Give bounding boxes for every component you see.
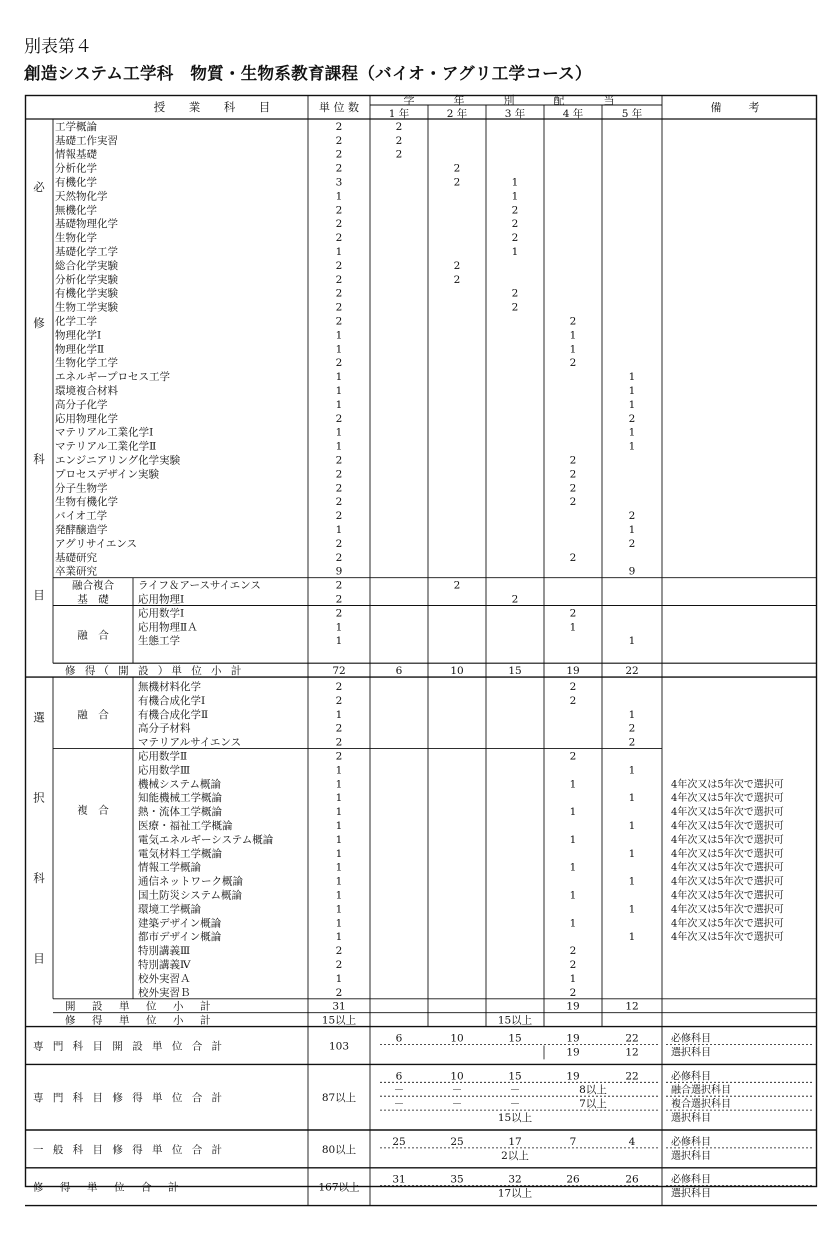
header-year: 2 年 [446,108,468,120]
year-credit: 10 [450,665,464,678]
unit-count: 72 [332,665,346,678]
year-credit: 22 [625,1070,639,1083]
unit-count: 2 [335,454,343,467]
unit-count: 2 [335,593,343,606]
header-year: 4 年 [562,108,584,120]
sublabel: 複 合 [77,804,109,817]
group-label: 選 [33,710,45,725]
unit-count: 2 [335,162,343,175]
unit-count: 2 [335,694,343,707]
total-label: 一 般 科 目 修 得 単 位 合 計 [33,1143,226,1156]
unit-count: 1 [335,972,343,985]
subject-name: マテリアル工業化学Ⅱ [55,440,157,453]
year-credit: 32 [508,1173,522,1186]
unit-count: 2 [335,148,343,161]
remark-note: 選択科目 [671,1150,711,1162]
subject-name: 物理化学Ⅱ [55,343,105,356]
subject-name: 建築デザイン概論 [138,917,222,930]
header-year: 1 年 [388,108,410,120]
unit-count: 1 [335,931,343,944]
year-credit: 1 [628,635,636,648]
unit-count: 1 [335,889,343,902]
year-credit: 10 [450,1032,464,1045]
total-label: 修 得 単 位 合 計 [33,1181,182,1194]
remark-note: 必修科目 [671,1136,711,1148]
subject-name: 環境複合材料 [55,385,118,397]
subject-name: 基礎化学工学 [55,246,118,258]
subject-name: 生物有機化学 [55,496,118,509]
subject-name: バイオ工学 [55,510,108,523]
subject-name: エネルギープロセス工学 [55,371,170,384]
unit-count: 9 [335,565,343,578]
group-label: 科 [33,871,45,886]
subject-name: 機械システム概論 [138,778,221,791]
subject-name: 応用数学Ⅱ [138,750,188,763]
subject-name: 有機合成化学Ⅱ [138,708,209,721]
subject-name: 有機化学 [55,176,97,189]
unit-count: 87以上 [321,1092,357,1105]
unit-count: 2 [335,986,343,999]
remark-note: 4年次又は5年次で選択可 [671,848,784,860]
subject-name: 応用数学Ⅰ [138,607,185,620]
year-credit: 15 [508,665,522,678]
year-credit: 25 [450,1135,464,1148]
unit-count: 1 [335,917,343,930]
subject-name: プロセスデザイン実験 [55,468,160,481]
unit-count: 3 [335,176,343,189]
unit-count: 15以上 [321,1014,357,1027]
group-label: 科 [33,452,45,467]
year-credit: 12 [625,1046,639,1059]
unit-count: 31 [332,1000,346,1013]
year-credit: 1 [569,917,577,930]
header-year: 5 年 [621,108,643,120]
subject-name: 分子生物学 [55,482,108,495]
total-label: 専 門 科 目 開 設 単 位 合 計 [33,1040,226,1053]
subject-name: 電気エネルギーシステム概論 [138,833,274,846]
unit-count: 2 [335,273,343,286]
unit-count: 1 [335,806,343,819]
subject-name: 電気材料工学概論 [138,847,222,860]
year-credit: 1 [628,524,636,536]
unit-count: 2 [335,232,343,245]
year-credit: 6 [395,1070,403,1083]
unit-count: 2 [335,315,343,328]
remark-note: 必修科目 [671,1174,711,1186]
subtotal-label: 修 得 単 位 小 計 [65,1014,214,1027]
unit-count: 1 [335,708,343,721]
subject-name: 国土防災システム概論 [138,889,242,902]
subject-name: 生物化学工学 [55,357,118,370]
remark-note: 複合選択科目 [671,1099,731,1111]
subject-name: 発酵醸造学 [55,524,108,536]
group-label: 修 [33,316,45,331]
unit-count: 2 [335,959,343,971]
year-credit: 6 [395,1032,403,1045]
subject-name: 都市デザイン概論 [138,931,222,944]
year-credit: 2 [569,750,577,763]
year-span-credit: 2以上 [501,1149,529,1162]
year-credit: 2 [511,204,519,217]
remark-note: 4年次又は5年次で選択可 [671,918,784,930]
subject-name: 通信ネットワーク概論 [138,875,243,888]
year-credit: 2 [569,551,577,564]
unit-count: 2 [335,468,343,481]
year-credit: 2 [511,593,519,606]
year-credit: 2 [628,537,636,550]
subject-name: 校外実習Ｂ [138,986,191,999]
year-credit: 19 [566,665,580,678]
year-credit: 1 [569,889,577,902]
dash-mark: － [451,1084,463,1097]
subject-name: ライフ＆アースサイエンス [138,579,261,592]
year-credit: 1 [511,176,519,189]
unit-count: 1 [335,875,343,888]
unit-count: 1 [335,190,343,203]
group-label: 択 [33,790,45,805]
year-credit: 19 [566,1070,580,1083]
unit-count: 1 [335,246,343,258]
subject-name: 物理化学Ⅰ [55,329,102,342]
subject-name: 総合化学実験 [55,259,118,272]
unit-count: 1 [335,635,343,648]
year-span-credit: 8以上 [579,1084,607,1097]
dash-mark: － [451,1098,463,1111]
year-credit: 1 [628,385,636,397]
remark-note: 4年次又は5年次で選択可 [671,779,784,791]
unit-count: 1 [335,426,343,439]
year-credit: 1 [569,343,577,356]
group-label: 必 [33,180,45,195]
year-credit: 2 [569,945,577,958]
unit-count: 1 [335,764,343,777]
subject-name: マテリアル工業化学Ⅰ [55,426,154,439]
year-credit: 2 [453,259,461,272]
year-credit: 2 [628,722,636,735]
year-credit: 2 [511,232,519,245]
unit-count: 1 [335,833,343,846]
unit-count: 2 [335,134,343,147]
subject-name: 熱・流体工学概論 [138,806,222,819]
subject-name: アグリサイエンス [55,537,138,550]
unit-count: 1 [335,440,343,453]
year-credit: 35 [450,1173,464,1186]
subject-name: 無機材料化学 [138,681,201,693]
subject-name: 医療・福祉工学概論 [138,820,233,832]
subject-name: 環境工学概論 [138,903,201,916]
year-credit: 2 [628,736,636,749]
subject-name: 基礎工作実習 [55,134,118,147]
year-credit: 1 [628,440,636,453]
subject-name: 分析化学 [55,162,97,175]
dash-mark: － [509,1098,521,1111]
year-credit: 2 [453,176,461,189]
year-credit: 9 [628,565,636,578]
subject-name: 基礎物理化学 [55,218,118,231]
remark-note: 4年次又は5年次で選択可 [671,876,784,888]
unit-count: 1 [335,792,343,805]
dash-mark: － [393,1098,405,1111]
year-credit: 2 [395,134,403,147]
unit-count: 1 [335,778,343,791]
header-year: 3 年 [504,108,526,120]
year-credit: 2 [569,681,577,693]
remark-note: 必修科目 [671,1033,711,1045]
subject-name: 卒業研究 [55,565,97,578]
year-credit: 1 [569,833,577,846]
unit-count: 2 [335,722,343,735]
unit-count: 1 [335,398,343,411]
year-credit: 2 [569,315,577,328]
subject-name: 有機化学実験 [55,287,118,300]
unit-count: 2 [335,412,343,425]
unit-count: 2 [335,681,343,693]
year-span-credit: 15以上 [497,1112,533,1124]
subject-name: 有機合成化学Ⅰ [138,694,206,707]
remark-note: 4年次又は5年次で選択可 [671,807,784,819]
sublabel: 融 合 [77,708,109,721]
year-credit: 2 [453,162,461,175]
group-label: 目 [33,588,45,603]
subject-name: 無機化学 [55,204,97,217]
subject-name: 生物工学実験 [55,301,118,314]
year-credit: 10 [450,1070,464,1083]
remark-note: 4年次又は5年次で選択可 [671,834,784,846]
unit-count: 1 [335,847,343,860]
year-credit: 2 [453,273,461,286]
year-credit: 4 [628,1135,636,1148]
year-credit: 2 [395,120,403,133]
year-credit: 26 [566,1173,580,1186]
unit-count: 2 [335,357,343,370]
unit-count: 80以上 [321,1143,357,1156]
year-credit: 17 [508,1135,522,1148]
subject-name: 情報工学概論 [138,861,201,874]
subject-name: 知能機械工学概論 [138,792,222,805]
year-credit: 15 [508,1032,522,1045]
unit-count: 1 [335,343,343,356]
remark-note: 必修科目 [671,1071,711,1083]
unit-count: 2 [335,537,343,550]
year-credit: 2 [511,218,519,231]
year-credit: 1 [628,792,636,805]
dash-mark: － [393,1084,405,1097]
group-label: 目 [33,951,45,966]
remark-note: 4年次又は5年次で選択可 [671,904,784,916]
sublabel: 融合複合 [72,579,114,592]
unit-count: 167以上 [318,1181,360,1194]
unit-count: 2 [335,551,343,564]
header-remarks: 備 考 [710,101,768,114]
subtotal-label: 開 設 単 位 小 計 [65,1000,214,1013]
remark-note: 4年次又は5年次で選択可 [671,862,784,874]
unit-count: 2 [335,750,343,763]
subject-name: 工学概論 [55,120,97,133]
year-credit: 1 [628,903,636,916]
remark-note: 4年次又は5年次で選択可 [671,821,784,832]
remark-note: 選択科目 [671,1047,711,1059]
subject-name: マテリアルサイエンス [138,736,242,749]
year-credit: 25 [392,1135,406,1148]
unit-count: 1 [335,861,343,874]
remark-note: 4年次又は5年次で選択可 [671,932,784,944]
remark-note: 融合選択科目 [671,1085,731,1097]
sublabel: 基 礎 [77,593,109,606]
subject-name: 応用物理Ⅰ [138,593,185,606]
year-credit: 2 [628,510,636,523]
unit-count: 2 [335,218,343,231]
subject-name: 特別講義Ⅲ [138,945,191,958]
subject-name: 生物化学 [55,232,97,245]
unit-count: 2 [335,579,343,592]
year-credit: 2 [569,986,577,999]
appendix-label: 別表第４ [24,37,92,57]
remark-note: 選択科目 [671,1188,711,1200]
year-credit: 1 [628,426,636,439]
subject-name: 分析化学実験 [55,273,118,286]
year-credit: 2 [569,454,577,467]
remark-note: 選択科目 [671,1113,711,1124]
unit-count: 103 [328,1040,350,1053]
year-credit: 2 [511,287,519,300]
year-span-credit: 7以上 [579,1098,607,1111]
subject-name: 応用物理ⅡＡ [138,621,198,634]
year-credit: 22 [625,665,639,678]
year-credit: 2 [569,694,577,707]
unit-count: 1 [335,820,343,832]
year-credit: 1 [628,398,636,411]
year-credit: 1 [569,329,577,342]
year-credit: 2 [453,579,461,592]
unit-count: 2 [335,607,343,620]
year-credit: 19 [566,1046,580,1059]
year-credit: 1 [511,190,519,203]
curriculum-table [25,94,817,1200]
year-credit: 1 [569,621,577,634]
year-credit: 2 [569,357,577,370]
year-credit: 2 [569,607,577,620]
year-credit: 1 [628,820,636,832]
unit-count: 2 [335,204,343,217]
subject-name: 天然物化学 [55,190,108,203]
unit-count: 1 [335,371,343,384]
year-span-credit: 17以上 [497,1187,533,1200]
year-credit: 2 [569,482,577,495]
year-credit: 6 [395,665,403,678]
sublabel: 融 合 [77,629,109,642]
year-credit: 15 [508,1070,522,1083]
year-credit: 19 [566,1000,580,1013]
unit-count: 2 [335,482,343,495]
unit-count: 2 [335,945,343,958]
year-credit: 2 [569,959,577,971]
year-credit: 26 [625,1173,639,1186]
unit-count: 2 [335,510,343,523]
subject-name: 化学工学 [55,315,97,328]
year-credit: 31 [392,1173,406,1186]
year-credit: 1 [569,806,577,819]
subject-name: 応用数学Ⅲ [138,764,191,777]
year-credit: 2 [395,148,403,161]
unit-count: 1 [335,524,343,536]
year-credit: 1 [628,875,636,888]
unit-count: 1 [335,385,343,397]
year-credit: 22 [625,1032,639,1045]
subject-name: 高分子材料 [138,722,191,735]
year-credit: 2 [511,301,519,314]
header-units: 単 位 数 [319,101,359,114]
subject-name: 特別講義Ⅳ [138,959,191,971]
remark-note: 4年次又は5年次で選択可 [671,890,784,902]
year-credit: 2 [569,468,577,481]
subject-name: 情報基礎 [55,148,97,161]
unit-count: 2 [335,259,343,272]
year-credit: 1 [628,708,636,721]
subject-name: 生態工学 [138,635,180,648]
unit-count: 1 [335,621,343,634]
subtotal-label: 修 得（ 開 設 ）単 位 小 計 [65,665,245,678]
subject-name: 基礎研究 [55,551,97,564]
year-credit: 1 [628,847,636,860]
year-credit: 1 [569,778,577,791]
unit-count: 2 [335,496,343,509]
year-credit: 19 [566,1032,580,1045]
unit-count: 1 [335,329,343,342]
year-credit: 1 [628,764,636,777]
header-subject: 授 業 科 目 [153,100,277,114]
unit-count: 2 [335,736,343,749]
total-label: 専 門 科 目 修 得 単 位 合 計 [33,1092,226,1105]
year-credit: 2 [628,412,636,425]
unit-count: 2 [335,287,343,300]
remark-note: 4年次又は5年次で選択可 [671,793,784,805]
subject-name: 応用物理化学 [55,412,118,425]
unit-count: 2 [335,120,343,133]
subject-name: 高分子化学 [55,398,108,411]
subject-name: エンジニアリング化学実験 [55,454,181,467]
unit-count: 2 [335,301,343,314]
year-credit: 2 [569,496,577,509]
subject-name: 校外実習Ａ [138,972,191,985]
year-credit: 12 [625,1000,639,1013]
header-year-group: 学 年 別 配 当 [403,94,629,107]
dash-mark: － [509,1084,521,1097]
year-credit: 7 [569,1135,577,1148]
year-span-credit: 15以上 [497,1014,533,1027]
year-credit: 1 [628,371,636,384]
year-credit: 1 [569,861,577,874]
year-credit: 1 [628,931,636,944]
year-credit: 1 [569,972,577,985]
page-title: 創造システム工学科 物質・生物系教育課程（バイオ・アグリ工学コース） [24,64,592,83]
year-credit: 1 [511,246,519,258]
unit-count: 1 [335,903,343,916]
